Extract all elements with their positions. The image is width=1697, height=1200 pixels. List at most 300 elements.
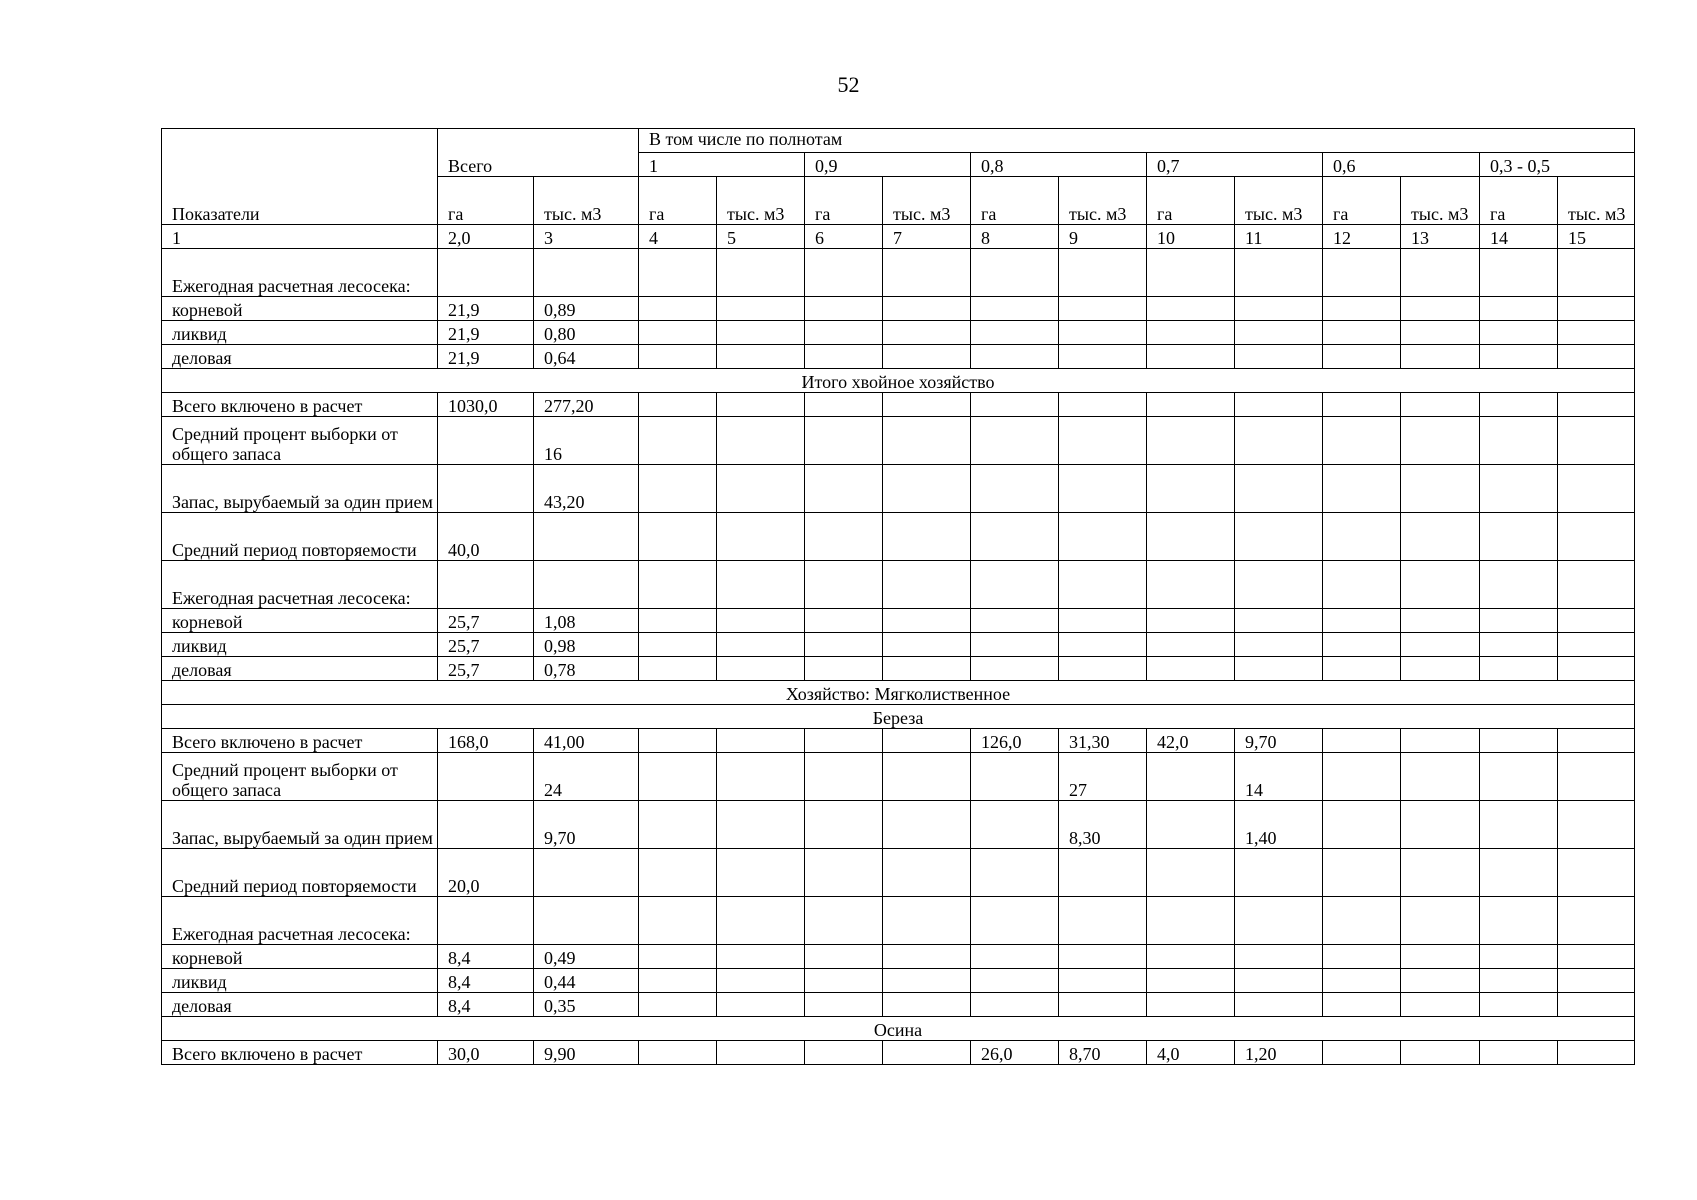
- table-cell: 0,78: [534, 657, 639, 681]
- table-cell: 0,35: [534, 993, 639, 1017]
- table-cell: [717, 417, 805, 465]
- table-cell: [1558, 801, 1635, 849]
- table-cell: [1235, 609, 1323, 633]
- table-cell: [1558, 321, 1635, 345]
- table-cell: 43,20: [534, 465, 639, 513]
- table-cell: [717, 561, 805, 609]
- table-row: [162, 657, 1635, 681]
- table-cell: [1147, 969, 1235, 993]
- table-cell: [1401, 969, 1480, 993]
- table-cell: [717, 249, 805, 297]
- table-cell: [534, 249, 639, 297]
- column-number: 9: [1059, 225, 1147, 249]
- table-cell: [639, 609, 717, 633]
- table-row: [162, 345, 1635, 369]
- table-cell: [971, 513, 1059, 561]
- table-cell: [1059, 345, 1147, 369]
- table-cell: [805, 945, 883, 969]
- column-number: 2,0: [438, 225, 534, 249]
- table-cell: [1323, 753, 1401, 801]
- header-indicators: Показатели: [162, 129, 438, 225]
- table-cell: [1558, 513, 1635, 561]
- table-cell: [1480, 609, 1558, 633]
- table-cell: [1480, 321, 1558, 345]
- table-cell: [883, 993, 971, 1017]
- column-number: 3: [534, 225, 639, 249]
- row-label: Ежегодная расчетная лесосека:: [162, 897, 438, 945]
- table-cell: [717, 297, 805, 321]
- table-cell: [1059, 321, 1147, 345]
- header-density-0-6: 0,6: [1323, 153, 1480, 177]
- table-cell: [1480, 969, 1558, 993]
- table-cell: 1030,0: [438, 393, 534, 417]
- column-number: 12: [1323, 225, 1401, 249]
- table-cell: [717, 1041, 805, 1065]
- table-cell: [805, 417, 883, 465]
- table-cell: [1323, 945, 1401, 969]
- table-cell: [1323, 897, 1401, 945]
- table-cell: [639, 969, 717, 993]
- table-cell: [1323, 249, 1401, 297]
- table-cell: [971, 849, 1059, 897]
- unit-ha: га: [438, 177, 534, 225]
- table-cell: [883, 897, 971, 945]
- table-cell: [1323, 1041, 1401, 1065]
- table-cell: [1323, 729, 1401, 753]
- row-label: ликвид: [162, 969, 438, 993]
- table-cell: 4,0: [1147, 1041, 1235, 1065]
- table-cell: [1059, 849, 1147, 897]
- table-cell: [639, 393, 717, 417]
- table-cell: [883, 321, 971, 345]
- table-cell: [1147, 897, 1235, 945]
- table-cell: 9,70: [534, 801, 639, 849]
- table-cell: [1401, 753, 1480, 801]
- table-cell: 25,7: [438, 609, 534, 633]
- table-cell: 8,4: [438, 969, 534, 993]
- row-label: Запас, вырубаемый за один прием: [162, 801, 438, 849]
- table-cell: [639, 321, 717, 345]
- table-cell: [1323, 801, 1401, 849]
- table-cell: [1401, 513, 1480, 561]
- table-cell: [1480, 657, 1558, 681]
- table-cell: 0,80: [534, 321, 639, 345]
- table-cell: [1235, 465, 1323, 513]
- table-cell: [1323, 345, 1401, 369]
- table-cell: [1059, 249, 1147, 297]
- table-cell: [805, 513, 883, 561]
- unit-ha: га: [1323, 177, 1401, 225]
- table-cell: [1558, 849, 1635, 897]
- table-cell: [1059, 657, 1147, 681]
- table-cell: [971, 993, 1059, 1017]
- table-cell: [1323, 849, 1401, 897]
- row-label: Средний период повторяемости: [162, 849, 438, 897]
- table-cell: [1059, 993, 1147, 1017]
- column-number: 10: [1147, 225, 1235, 249]
- table-cell: [1059, 513, 1147, 561]
- unit-ha: га: [1480, 177, 1558, 225]
- column-number: 4: [639, 225, 717, 249]
- table-cell: [805, 801, 883, 849]
- table-cell: [717, 657, 805, 681]
- table-cell: [1147, 993, 1235, 1017]
- section-row: [162, 369, 1635, 393]
- column-number: 6: [805, 225, 883, 249]
- row-label: Всего включено в расчет: [162, 393, 438, 417]
- table-cell: [1235, 633, 1323, 657]
- table-cell: [717, 729, 805, 753]
- row-label: корневой: [162, 297, 438, 321]
- table-cell: 8,4: [438, 993, 534, 1017]
- table-cell: [1480, 249, 1558, 297]
- header-density-0-7: 0,7: [1147, 153, 1323, 177]
- column-number: 7: [883, 225, 971, 249]
- table-cell: [438, 753, 534, 801]
- table-cell: [639, 849, 717, 897]
- table-cell: 277,20: [534, 393, 639, 417]
- row-label: Всего включено в расчет: [162, 729, 438, 753]
- table-cell: [1235, 513, 1323, 561]
- table-cell: [1558, 345, 1635, 369]
- page-number: 52: [837, 72, 860, 97]
- table-cell: 1,40: [1235, 801, 1323, 849]
- table-cell: [639, 897, 717, 945]
- table-cell: [534, 897, 639, 945]
- table-row: [162, 297, 1635, 321]
- table-cell: [971, 945, 1059, 969]
- table-cell: [1235, 945, 1323, 969]
- header-total: Всего: [438, 129, 639, 177]
- table-cell: [805, 345, 883, 369]
- table-cell: [805, 609, 883, 633]
- table-cell: [1401, 729, 1480, 753]
- table-cell: [883, 969, 971, 993]
- table-cell: [639, 345, 717, 369]
- table-cell: 42,0: [1147, 729, 1235, 753]
- table-cell: [1147, 393, 1235, 417]
- column-number: 5: [717, 225, 805, 249]
- table-cell: 1,20: [1235, 1041, 1323, 1065]
- table-cell: [639, 753, 717, 801]
- table-cell: [717, 465, 805, 513]
- table-cell: [971, 249, 1059, 297]
- column-number: 15: [1558, 225, 1635, 249]
- table-cell: [717, 393, 805, 417]
- table-row: [162, 993, 1635, 1017]
- header-density-0-8: 0,8: [971, 153, 1147, 177]
- table-cell: 21,9: [438, 321, 534, 345]
- table-cell: [1147, 465, 1235, 513]
- section-row: [162, 681, 1635, 705]
- table-cell: [639, 657, 717, 681]
- table-cell: 126,0: [971, 729, 1059, 753]
- table-cell: [1235, 969, 1323, 993]
- unit-ha: га: [805, 177, 883, 225]
- table-cell: [1323, 393, 1401, 417]
- table-cell: [971, 321, 1059, 345]
- table-cell: [1059, 465, 1147, 513]
- table-cell: [883, 417, 971, 465]
- table-cell: [805, 657, 883, 681]
- table-cell: [1401, 345, 1480, 369]
- unit-thousand-m3: тыс. м3: [717, 177, 805, 225]
- table-cell: [1480, 513, 1558, 561]
- table-cell: [805, 897, 883, 945]
- table-cell: [534, 561, 639, 609]
- section-row: [162, 705, 1635, 729]
- table-cell: [1558, 729, 1635, 753]
- row-label: деловая: [162, 993, 438, 1017]
- table-cell: [1323, 513, 1401, 561]
- table-cell: [1558, 465, 1635, 513]
- table-cell: [639, 801, 717, 849]
- table-cell: [805, 969, 883, 993]
- table-cell: [438, 249, 534, 297]
- table-cell: 14: [1235, 753, 1323, 801]
- table-cell: 0,49: [534, 945, 639, 969]
- column-number: 13: [1401, 225, 1480, 249]
- table-row: [162, 417, 1635, 465]
- table-cell: [971, 897, 1059, 945]
- table-cell: [971, 753, 1059, 801]
- table-cell: [1558, 393, 1635, 417]
- table-cell: [883, 249, 971, 297]
- header-by-density: В том числе по полнотам: [639, 129, 1635, 153]
- table-cell: [1480, 729, 1558, 753]
- row-label: Средний процент выборки от общего запаса: [162, 753, 438, 801]
- table-cell: [1401, 561, 1480, 609]
- table-cell: [1401, 321, 1480, 345]
- table-cell: [883, 729, 971, 753]
- table-cell: [1558, 249, 1635, 297]
- table-cell: [883, 657, 971, 681]
- table-cell: 8,70: [1059, 1041, 1147, 1065]
- table-cell: [1401, 609, 1480, 633]
- table-cell: 16: [534, 417, 639, 465]
- table-cell: [1147, 297, 1235, 321]
- table-cell: [717, 345, 805, 369]
- column-numbers-row: [162, 225, 1635, 249]
- table-cell: [639, 633, 717, 657]
- table-cell: [1480, 945, 1558, 969]
- table-cell: [1480, 297, 1558, 321]
- table-cell: [639, 465, 717, 513]
- table-cell: [1147, 849, 1235, 897]
- table-cell: 0,64: [534, 345, 639, 369]
- table-cell: 0,89: [534, 297, 639, 321]
- table-row: [162, 393, 1635, 417]
- row-label: ликвид: [162, 633, 438, 657]
- table-cell: [534, 513, 639, 561]
- table-cell: [1235, 561, 1323, 609]
- table-cell: [805, 561, 883, 609]
- table-cell: [1558, 969, 1635, 993]
- table-row: [162, 849, 1635, 897]
- table-cell: [1235, 321, 1323, 345]
- table-cell: [971, 969, 1059, 993]
- table-cell: [1059, 609, 1147, 633]
- table-cell: [1558, 417, 1635, 465]
- table-cell: [971, 633, 1059, 657]
- table-cell: [805, 297, 883, 321]
- table-cell: [1147, 657, 1235, 681]
- table-cell: [1558, 609, 1635, 633]
- table-cell: [1147, 345, 1235, 369]
- table-cell: [1235, 993, 1323, 1017]
- row-label: Ежегодная расчетная лесосека:: [162, 249, 438, 297]
- table-cell: [883, 465, 971, 513]
- table-cell: [1558, 657, 1635, 681]
- table-cell: [971, 345, 1059, 369]
- table-cell: [805, 249, 883, 297]
- table-cell: [1147, 513, 1235, 561]
- table-cell: [1147, 609, 1235, 633]
- section-title: Береза: [162, 705, 1635, 729]
- row-label: Всего включено в расчет: [162, 1041, 438, 1065]
- table-cell: [1401, 393, 1480, 417]
- table-cell: [1059, 897, 1147, 945]
- table-cell: [1323, 561, 1401, 609]
- section-title: Хозяйство: Мягколиственное: [162, 681, 1635, 705]
- table-cell: 31,30: [1059, 729, 1147, 753]
- table-cell: [1147, 801, 1235, 849]
- table-cell: [1235, 249, 1323, 297]
- header-density-1: 1: [639, 153, 805, 177]
- row-label: корневой: [162, 945, 438, 969]
- table-cell: [971, 417, 1059, 465]
- table-cell: [1401, 417, 1480, 465]
- table-cell: [717, 753, 805, 801]
- table-cell: [1401, 657, 1480, 681]
- table-cell: [1235, 417, 1323, 465]
- table-cell: [1401, 1041, 1480, 1065]
- table-cell: [805, 729, 883, 753]
- table-cell: [1147, 753, 1235, 801]
- table-cell: [438, 897, 534, 945]
- table-cell: 168,0: [438, 729, 534, 753]
- table-cell: [1235, 297, 1323, 321]
- table-cell: [883, 849, 971, 897]
- table-cell: [1235, 657, 1323, 681]
- table-cell: 24: [534, 753, 639, 801]
- table-row: [162, 513, 1635, 561]
- table-cell: [1480, 753, 1558, 801]
- table-cell: [883, 753, 971, 801]
- table-row: [162, 633, 1635, 657]
- table-cell: [1059, 969, 1147, 993]
- table-cell: 9,70: [1235, 729, 1323, 753]
- table-cell: [805, 1041, 883, 1065]
- header-density-0-3-0-5: 0,3 - 0,5: [1480, 153, 1635, 177]
- table-cell: [883, 609, 971, 633]
- table-cell: [1147, 945, 1235, 969]
- row-label: ликвид: [162, 321, 438, 345]
- table-cell: [1235, 393, 1323, 417]
- table-cell: [1235, 897, 1323, 945]
- table-cell: 1,08: [534, 609, 639, 633]
- table-row: [162, 249, 1635, 297]
- table-cell: [717, 849, 805, 897]
- table-cell: [883, 345, 971, 369]
- table-cell: [971, 561, 1059, 609]
- table-cell: [717, 609, 805, 633]
- table-cell: [805, 465, 883, 513]
- table-cell: [717, 321, 805, 345]
- table-cell: [1480, 849, 1558, 897]
- table-cell: [805, 633, 883, 657]
- table-cell: 25,7: [438, 633, 534, 657]
- row-label: деловая: [162, 345, 438, 369]
- table-cell: [1147, 561, 1235, 609]
- unit-ha: га: [639, 177, 717, 225]
- table-cell: [438, 465, 534, 513]
- allowable-cut-table: [161, 128, 1635, 1065]
- table-cell: 30,0: [438, 1041, 534, 1065]
- table-cell: 21,9: [438, 297, 534, 321]
- table-row: [162, 801, 1635, 849]
- table-cell: [639, 993, 717, 1017]
- table-row: [162, 897, 1635, 945]
- table-cell: [1323, 321, 1401, 345]
- table-cell: [639, 561, 717, 609]
- table-cell: [1401, 897, 1480, 945]
- table-cell: [1480, 417, 1558, 465]
- table-cell: [717, 801, 805, 849]
- table-cell: [1059, 945, 1147, 969]
- table-cell: [883, 1041, 971, 1065]
- table-cell: [1323, 465, 1401, 513]
- column-number: 8: [971, 225, 1059, 249]
- table-cell: [883, 633, 971, 657]
- table-cell: [717, 993, 805, 1017]
- table-cell: [717, 633, 805, 657]
- table-cell: [1480, 465, 1558, 513]
- table-cell: [639, 513, 717, 561]
- table-cell: 27: [1059, 753, 1147, 801]
- header-density-0-9: 0,9: [805, 153, 971, 177]
- table-cell: [971, 801, 1059, 849]
- table-cell: [534, 849, 639, 897]
- table-row: [162, 969, 1635, 993]
- table-cell: [1480, 633, 1558, 657]
- table-row: [162, 561, 1635, 609]
- unit-thousand-m3: тыс. м3: [1558, 177, 1635, 225]
- table-cell: [639, 249, 717, 297]
- row-label: деловая: [162, 657, 438, 681]
- section-row: [162, 1017, 1635, 1041]
- row-label: Ежегодная расчетная лесосека:: [162, 561, 438, 609]
- table-row: [162, 321, 1635, 345]
- table-cell: [639, 1041, 717, 1065]
- table-cell: 20,0: [438, 849, 534, 897]
- table-cell: 9,90: [534, 1041, 639, 1065]
- unit-ha: га: [1147, 177, 1235, 225]
- header-row-1: [162, 129, 1635, 153]
- table-cell: 25,7: [438, 657, 534, 681]
- table-cell: [1558, 993, 1635, 1017]
- table-cell: [1558, 945, 1635, 969]
- table-cell: [1401, 801, 1480, 849]
- table-cell: [1480, 393, 1558, 417]
- unit-thousand-m3: тыс. м3: [534, 177, 639, 225]
- table-cell: [639, 945, 717, 969]
- table-cell: [1235, 849, 1323, 897]
- table-cell: [1059, 633, 1147, 657]
- table-cell: [1558, 753, 1635, 801]
- table-cell: [883, 513, 971, 561]
- table-cell: [1480, 801, 1558, 849]
